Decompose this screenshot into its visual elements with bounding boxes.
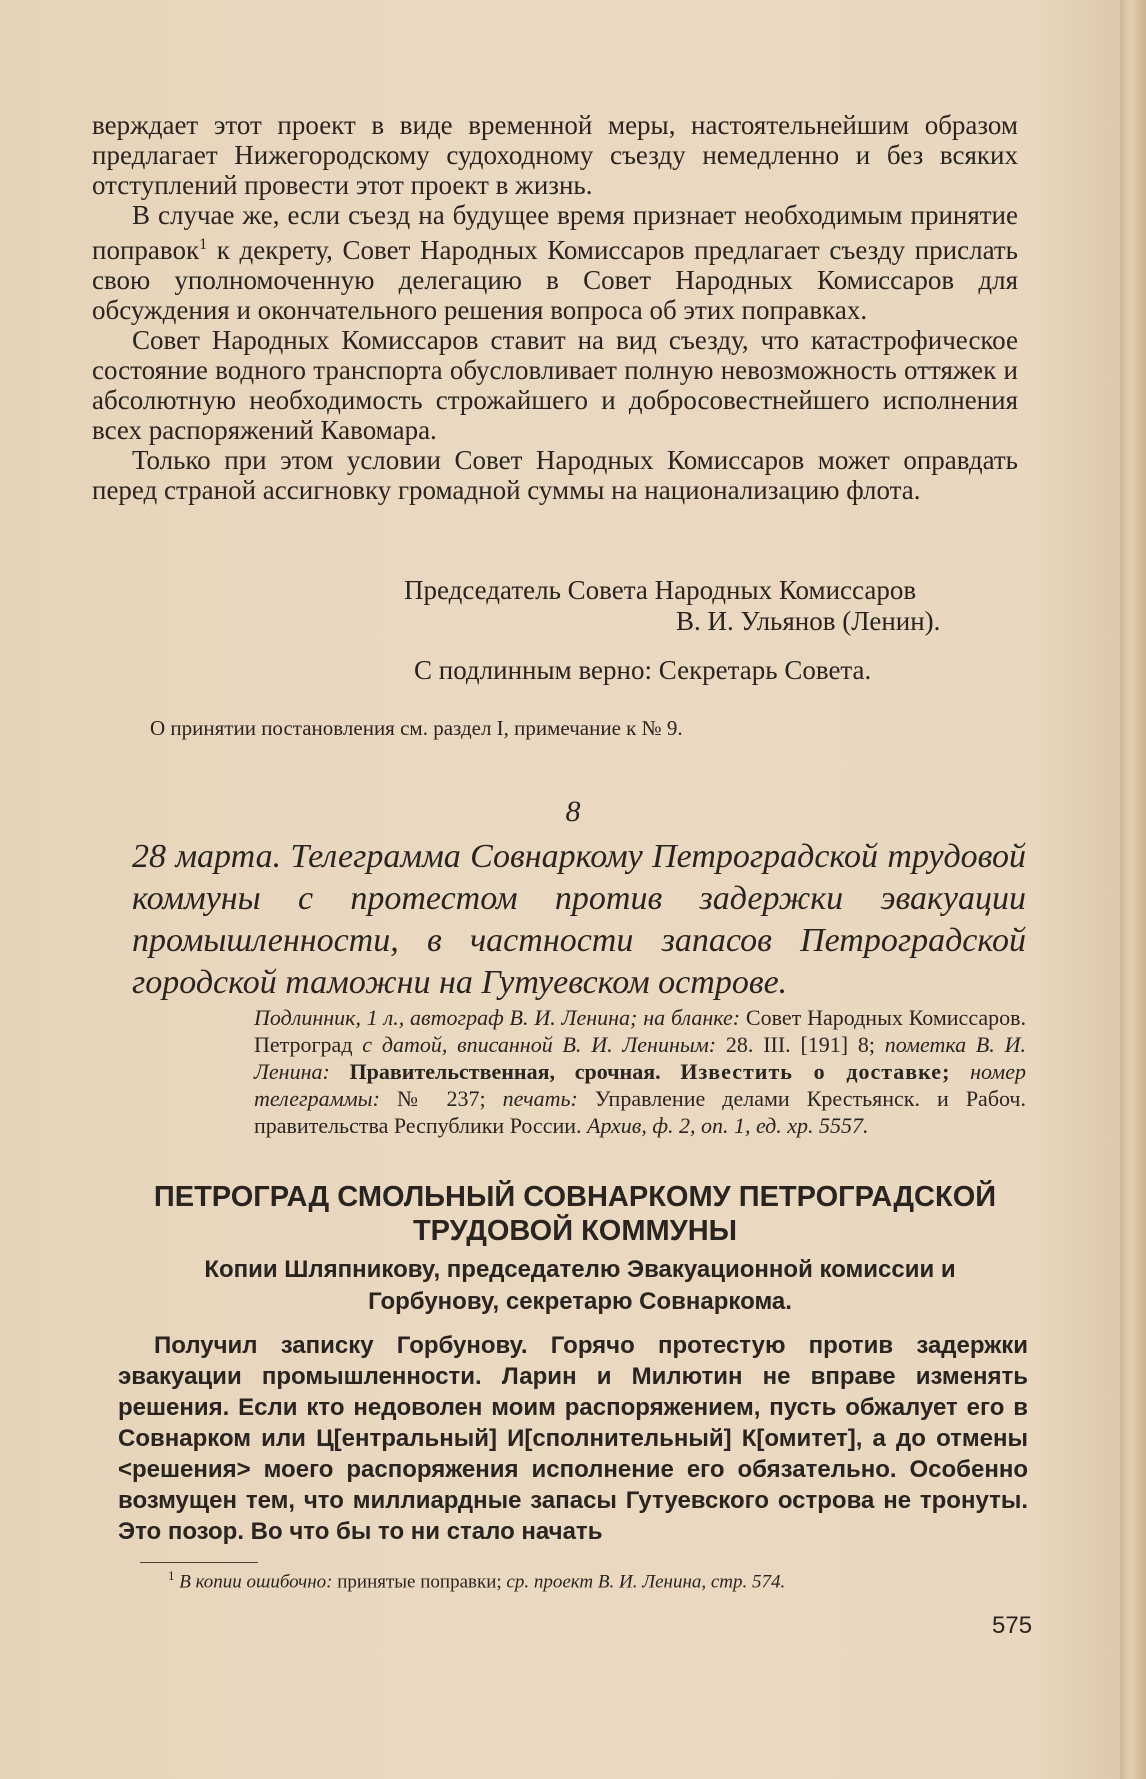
page-edge [1120,0,1146,1779]
source-part: № 237; [379,1086,503,1111]
body-text: Получил записку Горбунову. Горячо протестую против задержки эвакуации промышленности. Ларин и Милютин не вправе изменять решения. Если кто недоволен моим распоряжением, пусть обжалует его в Совнарком или Ц[ентральный] И[сполнительный] К[омитет], а до отмены [118,1332,1028,1452]
angle-close: > [236,1456,251,1483]
footnote [168,1568,785,1593]
paragraph-text: В случае же, если съезд на будущее время признает необходимым принятие поправок [92,200,1018,265]
source-part: пометка В. И. Ленина: [254,1032,1026,1084]
footnote-ref: 1 [199,236,208,253]
footnote-part: В копии ошибочно: [179,1571,333,1593]
signature-name: В. И. Ульянов (Ленин). [676,606,941,636]
source-part: Управление делами Крестьянск. и Рабоч. правительства Республики России. [254,1086,1027,1138]
angle-open: < [118,1456,133,1483]
source-part: Подлинник, 1 л., автограф В. И. Ленина; на бланке: [254,1005,741,1030]
footnote-part: ср. проект В. И. Ленина, стр. 574. [506,1571,786,1593]
source-part: 28. III. [191] 8; [716,1032,885,1057]
source-part: с датой, вписанной В. И. Лениным: [362,1032,717,1057]
source-part: Архив, ф. 2, оп. 1, ед. хр. 5557. [587,1113,869,1138]
telegram-paragraph [118,1330,1028,1547]
telegram-copies: Копии Шляпникову, председателю Эвакуационной комиссии и Горбунову, секретарю Совнаркома. [204,1256,956,1315]
paragraph: Совет Народных Комиссаров ставит на вид съезду, что катастрофическое состояние водного транспорта обусловливает полную невозможность оттяжек и абсолютную необходимость строжайшего и добросовестнейшего исполнения всех распоряжений Кавомара. [92,325,1018,445]
source-part: Известить о доставке; [680,1059,951,1084]
paragraph-text: к декрету, Совет Народных Комиссаров предлагает съезду прислать свою уполномоченную делегацию в Совет Народных Комиссаров для обсуждения и окончательного решения вопроса об этих поправках. [92,235,1018,325]
source-part: Правительственная, срочная. [329,1059,681,1084]
footnote-rule [140,1562,258,1563]
body-text: моего распоряжения исполнение его обязательно. Особенно возмущен тем, что миллиардные запасы Гутуевского острова не тронуты. Это позор. Во что бы то ни стало начать [118,1456,1028,1545]
certified-note: С подлинным верно: Секретарь Совета. [414,655,872,685]
telegram-address: ПЕТРОГРАД СМОЛЬНЫЙ СОВНАРКОМУ ПЕТРОГРАДСКОЙ ТРУДОВОЙ КОММУНЫ [153,1181,997,1247]
document-number: 8 [565,795,581,828]
paragraph: Только при этом условии Совет Народных Комиссаров может оправдать перед страной ассигновку громадной суммы на национализацию флота. [92,445,1018,505]
adoption-note: О принятии постановления см. раздел I, примечание к № 9. [150,716,683,740]
document-title: 28 марта. Телеграмма Совнаркому Петроградской трудовой коммуны с протестом против задержки эвакуации промышленности, в частности запасов Петроградской городской таможни на Гутуевском острове. [132,838,1026,1001]
source-part: Совет Народных Комиссаров. Петроград [254,1005,1026,1057]
telegram-body [118,1330,1028,1547]
source-note [254,1004,1026,1139]
decree-continuation [92,110,1018,505]
source-part: печать: [502,1086,578,1111]
body-text: решения [132,1456,237,1483]
footnote-marker: 1 [168,1568,175,1583]
source-part: номер телеграммы: [254,1059,1026,1111]
paragraph: верждает этот проект в виде временной меры, настоятельнейшим образом предлагает Нижегородскому судоходному съезду немедленно и без всяких отступлений провести этот проект в жизнь. [92,110,1018,200]
footnote-part: принятые поправки; [332,1571,507,1593]
paragraph [92,200,1018,325]
signature-title: Председатель Совета Народных Комиссаров [404,575,917,605]
page-number: 575 [992,1612,1033,1639]
